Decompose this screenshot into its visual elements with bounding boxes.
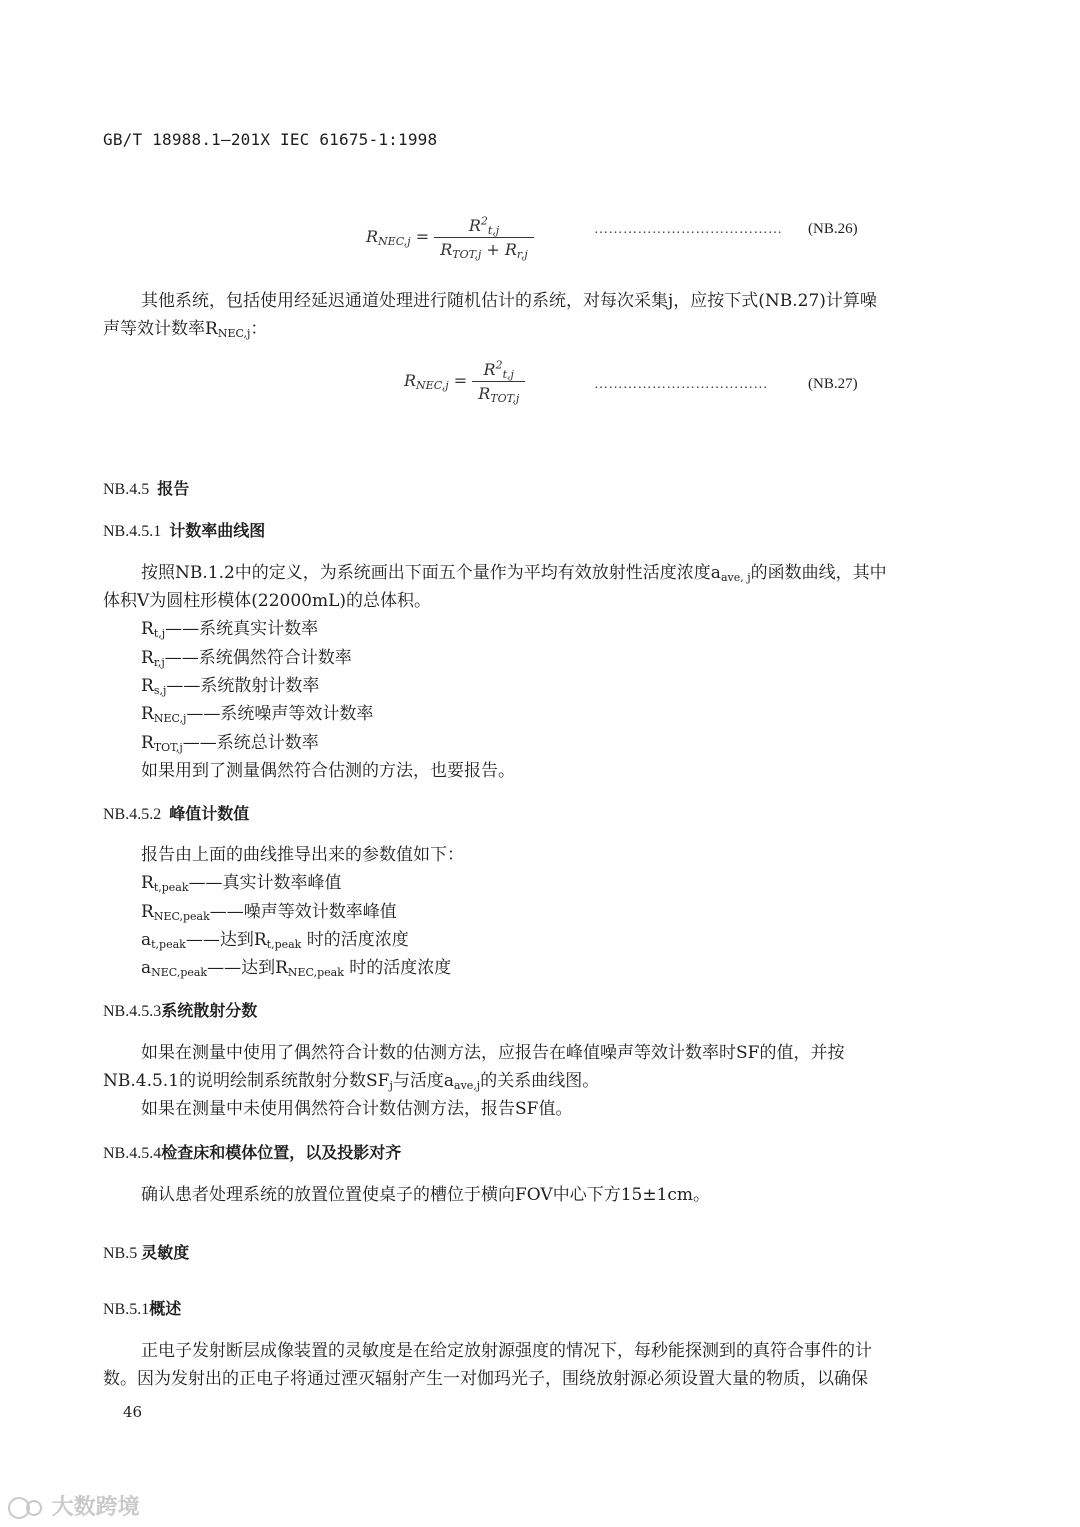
- paragraph-line: 其他系统，包括使用经延迟通道处理进行随机估计的系统，对每次采集j，应按下式(NB.27)计算噪: [141, 291, 877, 311]
- section-heading-nb51: NB.5.1概述: [103, 1299, 182, 1318]
- paragraph-line: 体积V为圆柱形模体(22000mL)的总体积。: [103, 591, 432, 611]
- paragraph-line: 确认患者处理系统的放置位置使桌子的槽位于横向FOV中心下方15±1cm。: [141, 1185, 711, 1205]
- watermark: 大数跨境: [8, 1490, 140, 1521]
- equation-nb27-label: (NB.27): [808, 376, 858, 392]
- paragraph-line: 正电子发射断层成像装置的灵敏度是在给定放射源强度的情况下，每秒能探测到的真符合事件的计: [141, 1341, 872, 1361]
- paragraph-line: 声等效计数率$R_{NEC,j}$：: [103, 319, 268, 340]
- equation-nb26: $R_{NEC,j}$ = $\frac{R^2_{t,j}}{R_{TOT,j} + R_{r,j}}$: [366, 216, 534, 259]
- equation-nb27: $R_{NEC,j}$ = $\frac{R^2_{t,j}}{R_{TOT,j}}$: [404, 360, 525, 403]
- equation-nb27-fraction: $\frac{R^2_{t,j}}{R_{TOT,j}}$: [472, 360, 525, 403]
- paragraph-line: NB.4.5.1的说明绘制系统散射分数$SF_j$与活度$a_{ave,j}$的关系曲线图。: [103, 1071, 600, 1092]
- equation-nb26-fraction: $\frac{R^2_{t,j}}{R_{TOT,j} + R_{r,j}}$: [434, 216, 534, 259]
- section-heading-nb45: NB.4.5 报告: [103, 479, 190, 498]
- equation-nb27-leader: ………………………………: [594, 377, 768, 392]
- list-item: $a_{t,peak}——$达到$R_{t,peak}$ 时的活度浓度: [141, 930, 409, 951]
- list-item: $a_{NEC,peak}——$达到$R_{NEC,peak}$ 时的活度浓度: [141, 958, 452, 979]
- watermark-logo-icon: [26, 1500, 42, 1516]
- section-heading-nb453: NB.4.5.3系统散射分数: [103, 1001, 258, 1020]
- paragraph-line: 按照NB.1.2中的定义，为系统画出下面五个量作为平均有效放射性活度浓度$a_{ave, j}$的函数曲线，其中: [141, 563, 887, 584]
- document-header: GB/T 18988.1—201X IEC 61675-1:1998: [103, 130, 438, 149]
- section-heading-nb5: NB.5 灵敏度: [103, 1243, 190, 1262]
- paragraph-line: 如果用到了测量偶然符合估测的方法，也要报告。: [141, 761, 515, 781]
- section-heading-nb451: NB.4.5.1 计数率曲线图: [103, 521, 266, 540]
- list-item: $R_{TOT,j}——$系统总计数率: [141, 733, 319, 754]
- equation-nb26-label: (NB.26): [808, 221, 858, 237]
- list-item: $R_{s,j}——$系统散射计数率: [141, 676, 320, 697]
- list-item: $R_{NEC,j}——$系统噪声等效计数率: [141, 704, 374, 725]
- page-number: 46: [123, 1403, 143, 1421]
- list-item: $R_{NEC,peak}——$噪声等效计数率峰值: [141, 902, 397, 923]
- list-item: $R_{t,peak}——$真实计数率峰值: [141, 873, 342, 894]
- paragraph-line: 报告由上面的曲线推导出来的参数值如下：: [141, 845, 464, 865]
- section-heading-nb452: NB.4.5.2 峰值计数值: [103, 804, 250, 823]
- paragraph-line: 如果在测量中未使用偶然符合计数估测方法，报告SF值。: [141, 1099, 573, 1119]
- list-item: $R_{r,j}——$系统偶然符合计数率: [141, 648, 352, 669]
- equation-nb26-leader: …………………………………: [594, 222, 783, 237]
- list-item: $R_{t,j}——$系统真实计数率: [141, 619, 319, 640]
- paragraph-line: 数。因为发射出的正电子将通过湮灭辐射产生一对伽玛光子，围绕放射源必须设置大量的物质，以确保: [103, 1369, 868, 1389]
- section-heading-nb454: NB.4.5.4检查床和模体位置，以及投影对齐: [103, 1143, 402, 1162]
- paragraph-line: 如果在测量中使用了偶然符合计数的估测方法，应报告在峰值噪声等效计数率时SF的值，并按: [141, 1043, 845, 1063]
